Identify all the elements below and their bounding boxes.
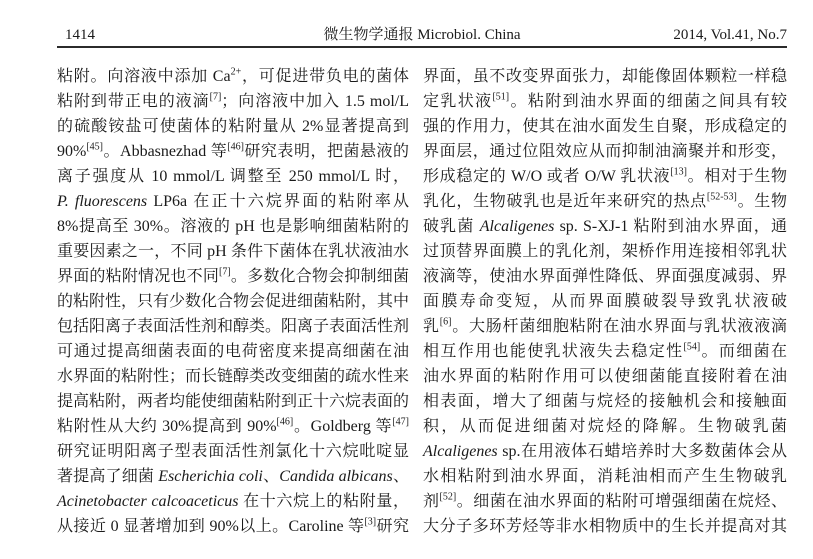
- text-line: [423, 439, 787, 464]
- text-line: [423, 264, 787, 289]
- text-line: [57, 489, 409, 514]
- citation-superscript: 2+: [230, 66, 242, 78]
- text-line: [57, 339, 409, 364]
- text-line: [423, 64, 787, 89]
- text-run: 界面，虽不改变界面张力，却能像固体颗粒一样稳: [423, 68, 787, 85]
- text-line: [57, 64, 409, 89]
- text-line: [57, 189, 409, 214]
- text-run: 。多数化合物会抑制细菌: [230, 268, 409, 285]
- text-run: 大分子多环芳烃等非水相物质中的生长并提高对其: [423, 518, 787, 535]
- text-line: [57, 464, 409, 489]
- issue-info: 2014, Vol.41, No.7: [673, 27, 787, 43]
- text-run: 研究: [376, 518, 409, 535]
- text-line: [57, 389, 409, 414]
- text-run: LP6a 在正十六烷界面的粘附率从: [147, 193, 409, 210]
- text-line: [423, 389, 787, 414]
- text-run: 水相粘附到油水界面，消耗油相而产生生物破乳: [423, 468, 787, 485]
- text-run: 乳化，生物破乳也是近年来研究的热点: [423, 193, 707, 210]
- citation-superscript: [52-53]: [706, 191, 737, 203]
- text-run: 可通过提高细菌表面的电荷密度来提高细菌在油: [57, 343, 409, 360]
- text-line: [57, 239, 409, 264]
- text-run: 。生物: [736, 193, 787, 210]
- text-run: ；向溶液中加入 1.5 mol/L: [221, 93, 409, 110]
- text-run: 。细菌在油水界面的粘附可增强细菌在烷烃、: [456, 493, 787, 510]
- text-line: [57, 514, 409, 539]
- species-name-italic: Alcaligenes: [479, 218, 555, 235]
- text-line: [423, 139, 787, 164]
- text-run: 。粘附到油水界面的细菌之间具有较: [509, 93, 787, 110]
- text-line: [423, 464, 787, 489]
- text-run: 提高粘附，两者均能使细菌粘附到正十六烷表面的: [57, 393, 410, 410]
- text-line: [57, 414, 409, 439]
- text-line: [57, 139, 409, 164]
- citation-superscript: [54]: [683, 341, 701, 353]
- citation-superscript: [45]: [86, 141, 103, 153]
- text-run: 研究证明阳离子型表面活性剂氯化十六烷吡啶显: [57, 443, 409, 460]
- text-run: 形成稳定的 W/O 或者 O/W 乳状液: [423, 168, 671, 185]
- text-run: 的粘附性，只有少数化合物会促进细菌粘附，其中: [57, 293, 410, 310]
- text-run: 8%提高至 30%。溶液的 pH 也是影响细菌粘附的: [57, 218, 409, 235]
- citation-superscript: [51]: [492, 91, 510, 103]
- species-name-italic: Alcaligenes: [423, 443, 498, 460]
- text-run: 包括阳离子表面活性剂和醇类。阳离子表面活性剂: [57, 318, 410, 335]
- species-name-italic: Escherichia coli: [158, 468, 263, 485]
- citation-superscript: [47]: [392, 416, 409, 428]
- citation-superscript: [3]: [364, 516, 377, 528]
- text-line: [57, 314, 409, 339]
- text-run: 界面层，通过位阻效应从而抑制油滴聚并和形变，: [423, 143, 787, 160]
- text-run: 油水界面的粘附作用可以使细菌能直接附着在油: [423, 368, 787, 385]
- text-run: ，可促进带负电的菌体: [241, 68, 409, 85]
- citation-superscript: [52]: [439, 491, 457, 503]
- text-line: [57, 264, 409, 289]
- journal-title: 微生物学通报 Microbiol. China: [323, 27, 521, 43]
- text-run: 破乳菌: [423, 218, 480, 235]
- text-column-right: [423, 64, 787, 539]
- text-line: [423, 364, 787, 389]
- text-run: 剂: [423, 493, 440, 510]
- text-run: 水界面的粘附性；而长链醇类改变细菌的疏水性来: [57, 368, 410, 385]
- text-run: 重要因素之一，不同 pH 条件下菌体在乳状液油水: [57, 243, 409, 260]
- text-run: 。大肠杆菌细胞粘附在油水界面与乳状液液滴: [451, 318, 787, 335]
- citation-superscript: [13]: [670, 166, 687, 178]
- text-run: 研究表明，把菌悬液的: [243, 143, 409, 160]
- text-line: [423, 239, 787, 264]
- species-name-italic: P. fluorescens: [57, 193, 148, 210]
- citation-superscript: [46]: [276, 416, 294, 428]
- text-line: [423, 489, 787, 514]
- text-run: 过顶替界面膜上的乳化剂，架桥作用连接相邻乳状: [423, 243, 787, 260]
- text-line: [423, 314, 787, 339]
- text-run: 粘附。向溶液中添加 Ca: [57, 68, 231, 85]
- text-run: 强的作用力，使其在油水面发生自聚，形成稳定的: [423, 118, 787, 135]
- text-run: 相互作用也能使乳状液失去稳定性: [423, 343, 684, 360]
- text-line: [57, 289, 409, 314]
- text-run: 90%: [57, 143, 87, 160]
- text-column-left: [57, 64, 409, 539]
- text-run: 。相对于生物: [686, 168, 787, 185]
- text-run: 。Goldberg 等: [293, 418, 393, 435]
- citation-superscript: [46]: [227, 141, 244, 153]
- text-run: 从接近 0 显著增加到 90%以上。Caroline 等: [57, 518, 365, 535]
- text-line: [423, 114, 787, 139]
- text-line: [57, 114, 409, 139]
- citation-superscript: [7]: [219, 266, 231, 278]
- species-name-italic: Candida albicans: [279, 468, 393, 485]
- text-line: [57, 214, 409, 239]
- page-number: 1414: [65, 27, 95, 43]
- text-line: [423, 414, 787, 439]
- text-line: [423, 289, 787, 314]
- text-line: [423, 89, 787, 114]
- text-run: 。而细菌在: [700, 343, 787, 360]
- text-run: 著提高了细菌: [57, 468, 159, 485]
- text-line: [57, 364, 409, 389]
- text-run: 积，从而促进细菌对烷烃的降解。生物破乳菌: [423, 418, 787, 435]
- citation-superscript: [7]: [209, 91, 222, 103]
- text-run: 离子强度从 10 mmol/L 调整至 250 mmol/L 时，: [57, 168, 409, 185]
- text-run: 相表面，增大了细菌与烷烃的接触机会和接触面: [423, 393, 787, 410]
- text-line: [423, 189, 787, 214]
- text-run: 定乳状液: [423, 93, 493, 110]
- text-run: 的硫酸铵盐可使菌体的粘附量从 2%显著提高到: [57, 118, 409, 135]
- text-line: [423, 214, 787, 239]
- text-run: 粘附性从大约 30%提高到 90%: [57, 418, 277, 435]
- text-run: 面膜寿命变短，从而界面膜破裂导致乳状液破: [423, 293, 787, 310]
- text-line: [423, 339, 787, 364]
- text-run: 液滴等，使油水界面弹性降低、界面强度减弱、界: [423, 268, 787, 285]
- text-run: 、: [262, 468, 280, 485]
- text-line: [57, 164, 409, 189]
- text-run: 。Abbasnezhad 等: [103, 143, 228, 160]
- text-run: 、: [392, 468, 409, 485]
- text-run: 界面的粘附情况也不同: [57, 268, 220, 285]
- page-header: [57, 24, 787, 46]
- header-rule: [57, 46, 787, 48]
- text-run: sp. S-XJ-1 粘附到油水界面，通: [554, 218, 787, 235]
- text-run: sp.在用液体石蜡培养时大多数菌体会从: [497, 443, 787, 460]
- text-run: 乳: [423, 318, 440, 335]
- text-line: [423, 514, 787, 539]
- text-line: [57, 439, 409, 464]
- text-line: [423, 164, 787, 189]
- species-name-italic: Acinetobacter calcoaceticus: [57, 493, 239, 510]
- text-line: [57, 89, 409, 114]
- text-run: 粘附到带正电的液滴: [57, 93, 210, 110]
- text-run: 在十六烷上的粘附量，: [238, 493, 409, 510]
- citation-superscript: [6]: [439, 316, 452, 328]
